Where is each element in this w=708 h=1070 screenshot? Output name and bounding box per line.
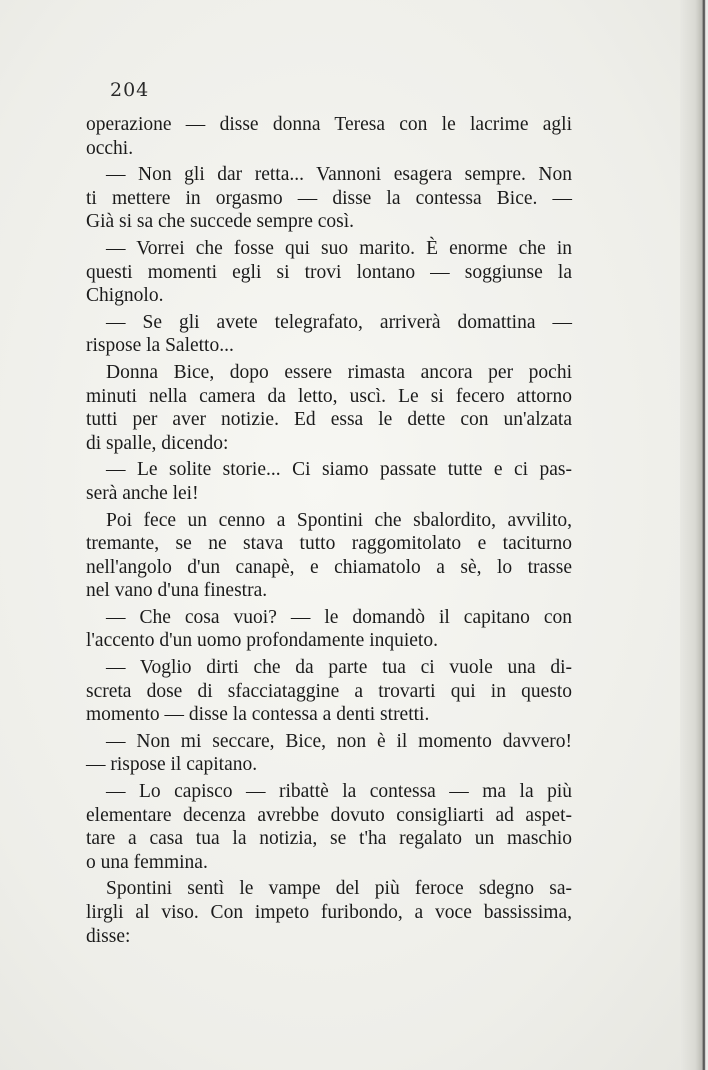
text-line: — Vorrei che fosse qui suo marito. È enorme che in bbox=[106, 237, 572, 259]
text-line: rispose la Saletto... bbox=[86, 335, 234, 357]
text-line: nel vano d'una finestra. bbox=[86, 580, 268, 602]
text-line: serà anche lei! bbox=[86, 482, 199, 504]
text-line: Poi fece un cenno a Spontini che sbalordito, avvilito, bbox=[106, 509, 572, 531]
text-line: minuti nella camera da letto, uscì. Le si fecero attorno bbox=[86, 385, 572, 407]
text-line: — rispose il capitano. bbox=[86, 754, 258, 776]
text-line: — Che cosa vuoi? — le domandò il capitano con bbox=[106, 606, 572, 628]
text-line: Donna Bice, dopo essere rimasta ancora per pochi bbox=[106, 361, 572, 383]
text-line: l'accento d'un uomo profondamente inquieto. bbox=[86, 630, 438, 652]
text-line: — Voglio dirti che da parte tua ci vuole una di- bbox=[106, 657, 572, 679]
text-line: operazione — disse donna Teresa con le lacrime agli bbox=[86, 114, 572, 135]
text-line: questi momenti egli si trovi lontano — soggiunse la bbox=[86, 261, 572, 283]
text-line: — Non gli dar retta... Vannoni esagera sempre. Non bbox=[106, 164, 572, 186]
text-line: nell'angolo d'un canapè, e chiamatolo a sè, lo trasse bbox=[86, 556, 572, 578]
text-line: — Se gli avete telegrafato, arriverà domattina — bbox=[106, 311, 572, 333]
text-line: lirgli al viso. Con impeto furibondo, a voce bassissima, bbox=[86, 902, 572, 923]
body-text bbox=[86, 113, 572, 948]
page-number: 204 bbox=[110, 79, 150, 101]
text-line: occhi. bbox=[86, 137, 134, 159]
page-binding-edge bbox=[680, 0, 708, 1070]
text-line: momento — disse la contessa a denti stretti. bbox=[86, 704, 430, 726]
text-line: Spontini sentì le vampe del più feroce sdegno sa- bbox=[106, 878, 572, 900]
text-line: ti mettere in orgasmo — disse la contessa Bice. — bbox=[86, 187, 572, 209]
text-line: tremante, se ne stava tutto raggomitolato e taciturno bbox=[86, 533, 572, 555]
text-line: disse: bbox=[86, 925, 131, 947]
text-line: di spalle, dicendo: bbox=[86, 432, 229, 454]
text-line: — Non mi seccare, Bice, non è il momento davvero! bbox=[106, 730, 572, 752]
text-line: o una femmina. bbox=[86, 851, 208, 873]
text-line: Chignolo. bbox=[86, 285, 164, 307]
text-line: Già si sa che succede sempre così. bbox=[86, 211, 355, 233]
text-line: — Lo capisco — ribattè la contessa — ma la più bbox=[106, 781, 572, 803]
text-line: tutti per aver notizie. Ed essa le dette con un'alzata bbox=[86, 409, 572, 431]
text-line: — Le solite storie... Ci siamo passate tutte e ci pas- bbox=[106, 459, 572, 481]
text-line: screta dose di sfacciataggine a trovarti qui in questo bbox=[86, 680, 572, 702]
text-line: tare a casa tua la notizia, se t'ha regalato un maschio bbox=[86, 828, 572, 850]
text-line: elementare decenza avrebbe dovuto consigliarti ad aspet- bbox=[86, 804, 572, 826]
